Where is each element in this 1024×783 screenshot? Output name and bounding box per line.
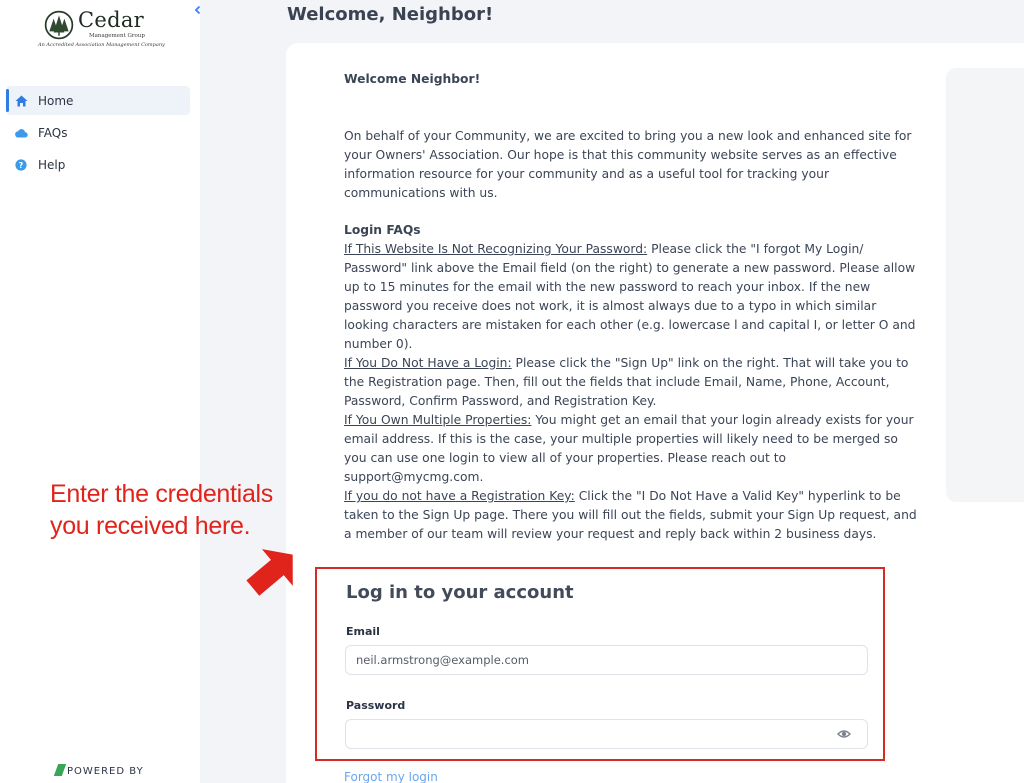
faq-question: If You Do Not Have a Login: bbox=[344, 356, 512, 370]
faq-question: If you do not have a Registration Key: bbox=[344, 489, 575, 503]
faq-item bbox=[344, 354, 919, 411]
email-label: Email bbox=[346, 625, 380, 638]
right-panel bbox=[946, 68, 1024, 502]
faq-item bbox=[344, 411, 919, 487]
annotation-line: Enter the credentials bbox=[50, 480, 273, 508]
login-form bbox=[315, 567, 885, 761]
forgot-login-label: Forgot my login bbox=[344, 772, 438, 783]
forgot-login-link[interactable] bbox=[344, 772, 454, 783]
sidebar-item-help[interactable] bbox=[6, 150, 190, 179]
email-field[interactable] bbox=[345, 645, 868, 675]
faq-answer: You might get an email that your login already exists for your email address. If this is the case, your multiple properties will likely need to be merged so you can use one login to view all of your properties. Please reach out to support@mycmg.com. bbox=[344, 413, 914, 484]
password-label: Password bbox=[346, 699, 406, 712]
sidebar-nav bbox=[6, 86, 190, 182]
svg-text:?: ? bbox=[18, 160, 24, 170]
help-icon bbox=[14, 158, 28, 172]
faq-answer: Please click the "I forgot My Login/ Password" link above the Email field (on the right) to generate a new password. Please allow up to 15 minutes for the email with the new password to reach your inbox. If the new password you receive does not work, it is almost always due to a typo in which similar looking characters are mistaken for each other (e.g. lowercase l and capital I, or letter O and number 0). bbox=[344, 242, 916, 351]
annotation-line: you received here. bbox=[50, 512, 251, 540]
cloud-icon bbox=[14, 126, 28, 140]
sidebar-item-home[interactable] bbox=[6, 86, 190, 115]
faq-question: If You Own Multiple Properties: bbox=[344, 413, 532, 427]
welcome-heading: Welcome Neighbor! bbox=[344, 72, 481, 86]
sidebar bbox=[0, 0, 200, 783]
welcome-content bbox=[344, 70, 919, 544]
faq-item bbox=[344, 240, 919, 354]
annotation-callout bbox=[50, 478, 273, 542]
red-arrow-icon bbox=[243, 546, 301, 598]
sidebar-item-label: Help bbox=[38, 157, 66, 172]
powered-by-logo-icon bbox=[54, 764, 66, 776]
faq-answer: Please click the "Sign Up" link on the right. That will take you to the Registration page. Then, fill out the fields that include Email, Name, Phone, Account, Password, Confirm Password, and Registration Key. bbox=[344, 356, 909, 408]
page-title: Welcome, Neighbor! bbox=[287, 4, 494, 25]
brand-subtitle: Management Group bbox=[89, 33, 145, 39]
brand-name: Cedar bbox=[78, 8, 144, 32]
brand-tagline: An Accredited Association Management Company bbox=[38, 42, 165, 48]
password-field[interactable] bbox=[345, 719, 868, 749]
faq-answer: Click the "I Do Not Have a Valid Key" hyperlink to be taken to the Sign Up page. There you will fill out the fields, submit your Sign Up request, and a member of our team will review your request and reply back within 2 business days. bbox=[344, 489, 917, 541]
tree-logo-icon bbox=[44, 10, 74, 40]
login-faqs-title: Login FAQs bbox=[344, 223, 421, 237]
cedar-logo[interactable] bbox=[38, 8, 168, 50]
powered-by-label: POWERED BY bbox=[67, 766, 144, 777]
sidebar-item-label: Home bbox=[38, 93, 74, 108]
welcome-intro: On behalf of your Community, we are excited to bring you a new look and enhanced site for your Owners' Association. Our hope is that this community website serves as an effective information resource for your community and as a useful tool for tracking your communications with us. bbox=[344, 129, 912, 200]
eye-icon[interactable] bbox=[837, 727, 851, 741]
faq-question: If This Website Is Not Recognizing Your Password: bbox=[344, 242, 648, 256]
home-icon bbox=[14, 94, 28, 108]
login-title: Log in to your account bbox=[346, 582, 574, 603]
powered-by bbox=[56, 764, 144, 777]
faq-item bbox=[344, 487, 919, 544]
sidebar-item-faqs[interactable] bbox=[6, 118, 190, 147]
sidebar-item-label: FAQs bbox=[38, 125, 68, 140]
